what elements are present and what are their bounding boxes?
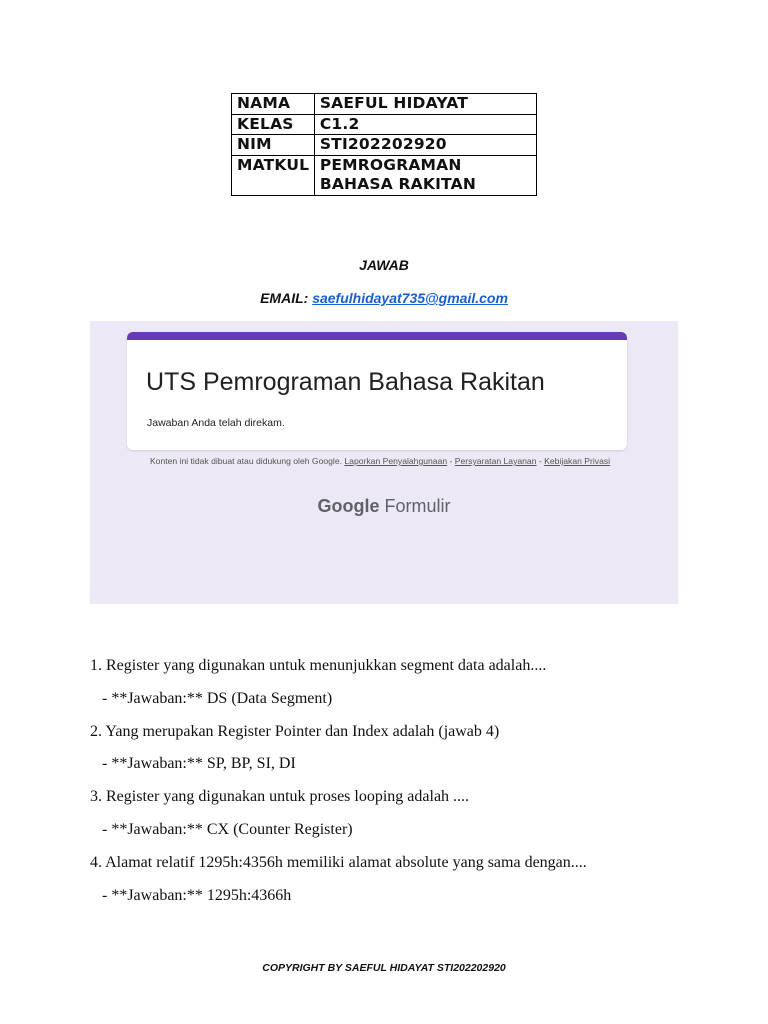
question: 3. Register yang digunakan untuk proses looping adalah .... — [90, 788, 470, 806]
email-label: EMAIL: — [260, 290, 309, 306]
email-line — [0, 290, 768, 306]
section-heading: JAWAB — [359, 257, 409, 273]
brand-product: Formulir — [384, 496, 451, 516]
identity-table — [231, 93, 537, 196]
answer: - **Jawaban:** 1295h:4366h — [102, 886, 292, 904]
disclaimer-text: Konten ini tidak dibuat atau didukung oleh Google. — [149, 456, 343, 466]
question: 1. Register yang digunakan untuk menunjukkan segment data adalah.... — [90, 657, 547, 674]
identity-value: PEMROGRAMAN BAHASA RAKITAN — [314, 155, 536, 195]
form-title: UTS Pemrograman Bahasa Rakitan — [146, 368, 545, 396]
identity-value: STI202202920 — [314, 135, 536, 156]
identity-row-nim — [232, 135, 537, 156]
report-abuse-link[interactable]: Laporkan Penyalahgunaan — [344, 456, 448, 466]
question: 4. Alamat relatif 1295h:4356h memiliki alamat absolute yang sama dengan.... — [90, 853, 587, 871]
identity-row-matkul — [232, 155, 537, 195]
form-screenshot — [90, 321, 678, 604]
form-disclaimer: Konten ini tidak dibuat atau didukung oleh Google. Laporkan Penyalahgunaan - Persyaratan Layanan - Kebijakan Privasi — [149, 456, 611, 466]
identity-label: NIM — [232, 135, 315, 156]
terms-link[interactable]: Persyaratan Layanan — [454, 456, 537, 466]
answer: - **Jawaban:** CX (Counter Register) — [102, 820, 353, 838]
identity-value: C1.2 — [314, 114, 536, 135]
answer: - **Jawaban:** SP, BP, SI, DI — [102, 755, 296, 773]
question: 2. Yang merupakan Register Pointer dan Index adalah (jawab 4) — [90, 722, 500, 740]
question-list — [90, 650, 730, 912]
identity-label: MATKUL — [232, 155, 315, 195]
answer: - **Jawaban:** DS (Data Segment) — [102, 689, 333, 707]
form-card — [127, 332, 627, 450]
identity-row-nama — [232, 94, 537, 115]
google-forms-logo — [90, 496, 678, 517]
identity-label: NAMA — [232, 94, 315, 115]
brand-google: Google — [317, 496, 380, 516]
privacy-link[interactable]: Kebijakan Privasi — [544, 456, 611, 466]
identity-label: KELAS — [232, 114, 315, 135]
identity-row-kelas — [232, 114, 537, 135]
email-link[interactable]: saefulhidayat735@gmail.com — [312, 290, 508, 306]
identity-value: SAEFUL HIDAYAT — [314, 94, 536, 115]
form-message: Jawaban Anda telah direkam. — [147, 417, 285, 429]
copyright-footer: COPYRIGHT BY SAEFUL HIDAYAT STI202202920 — [262, 962, 506, 974]
